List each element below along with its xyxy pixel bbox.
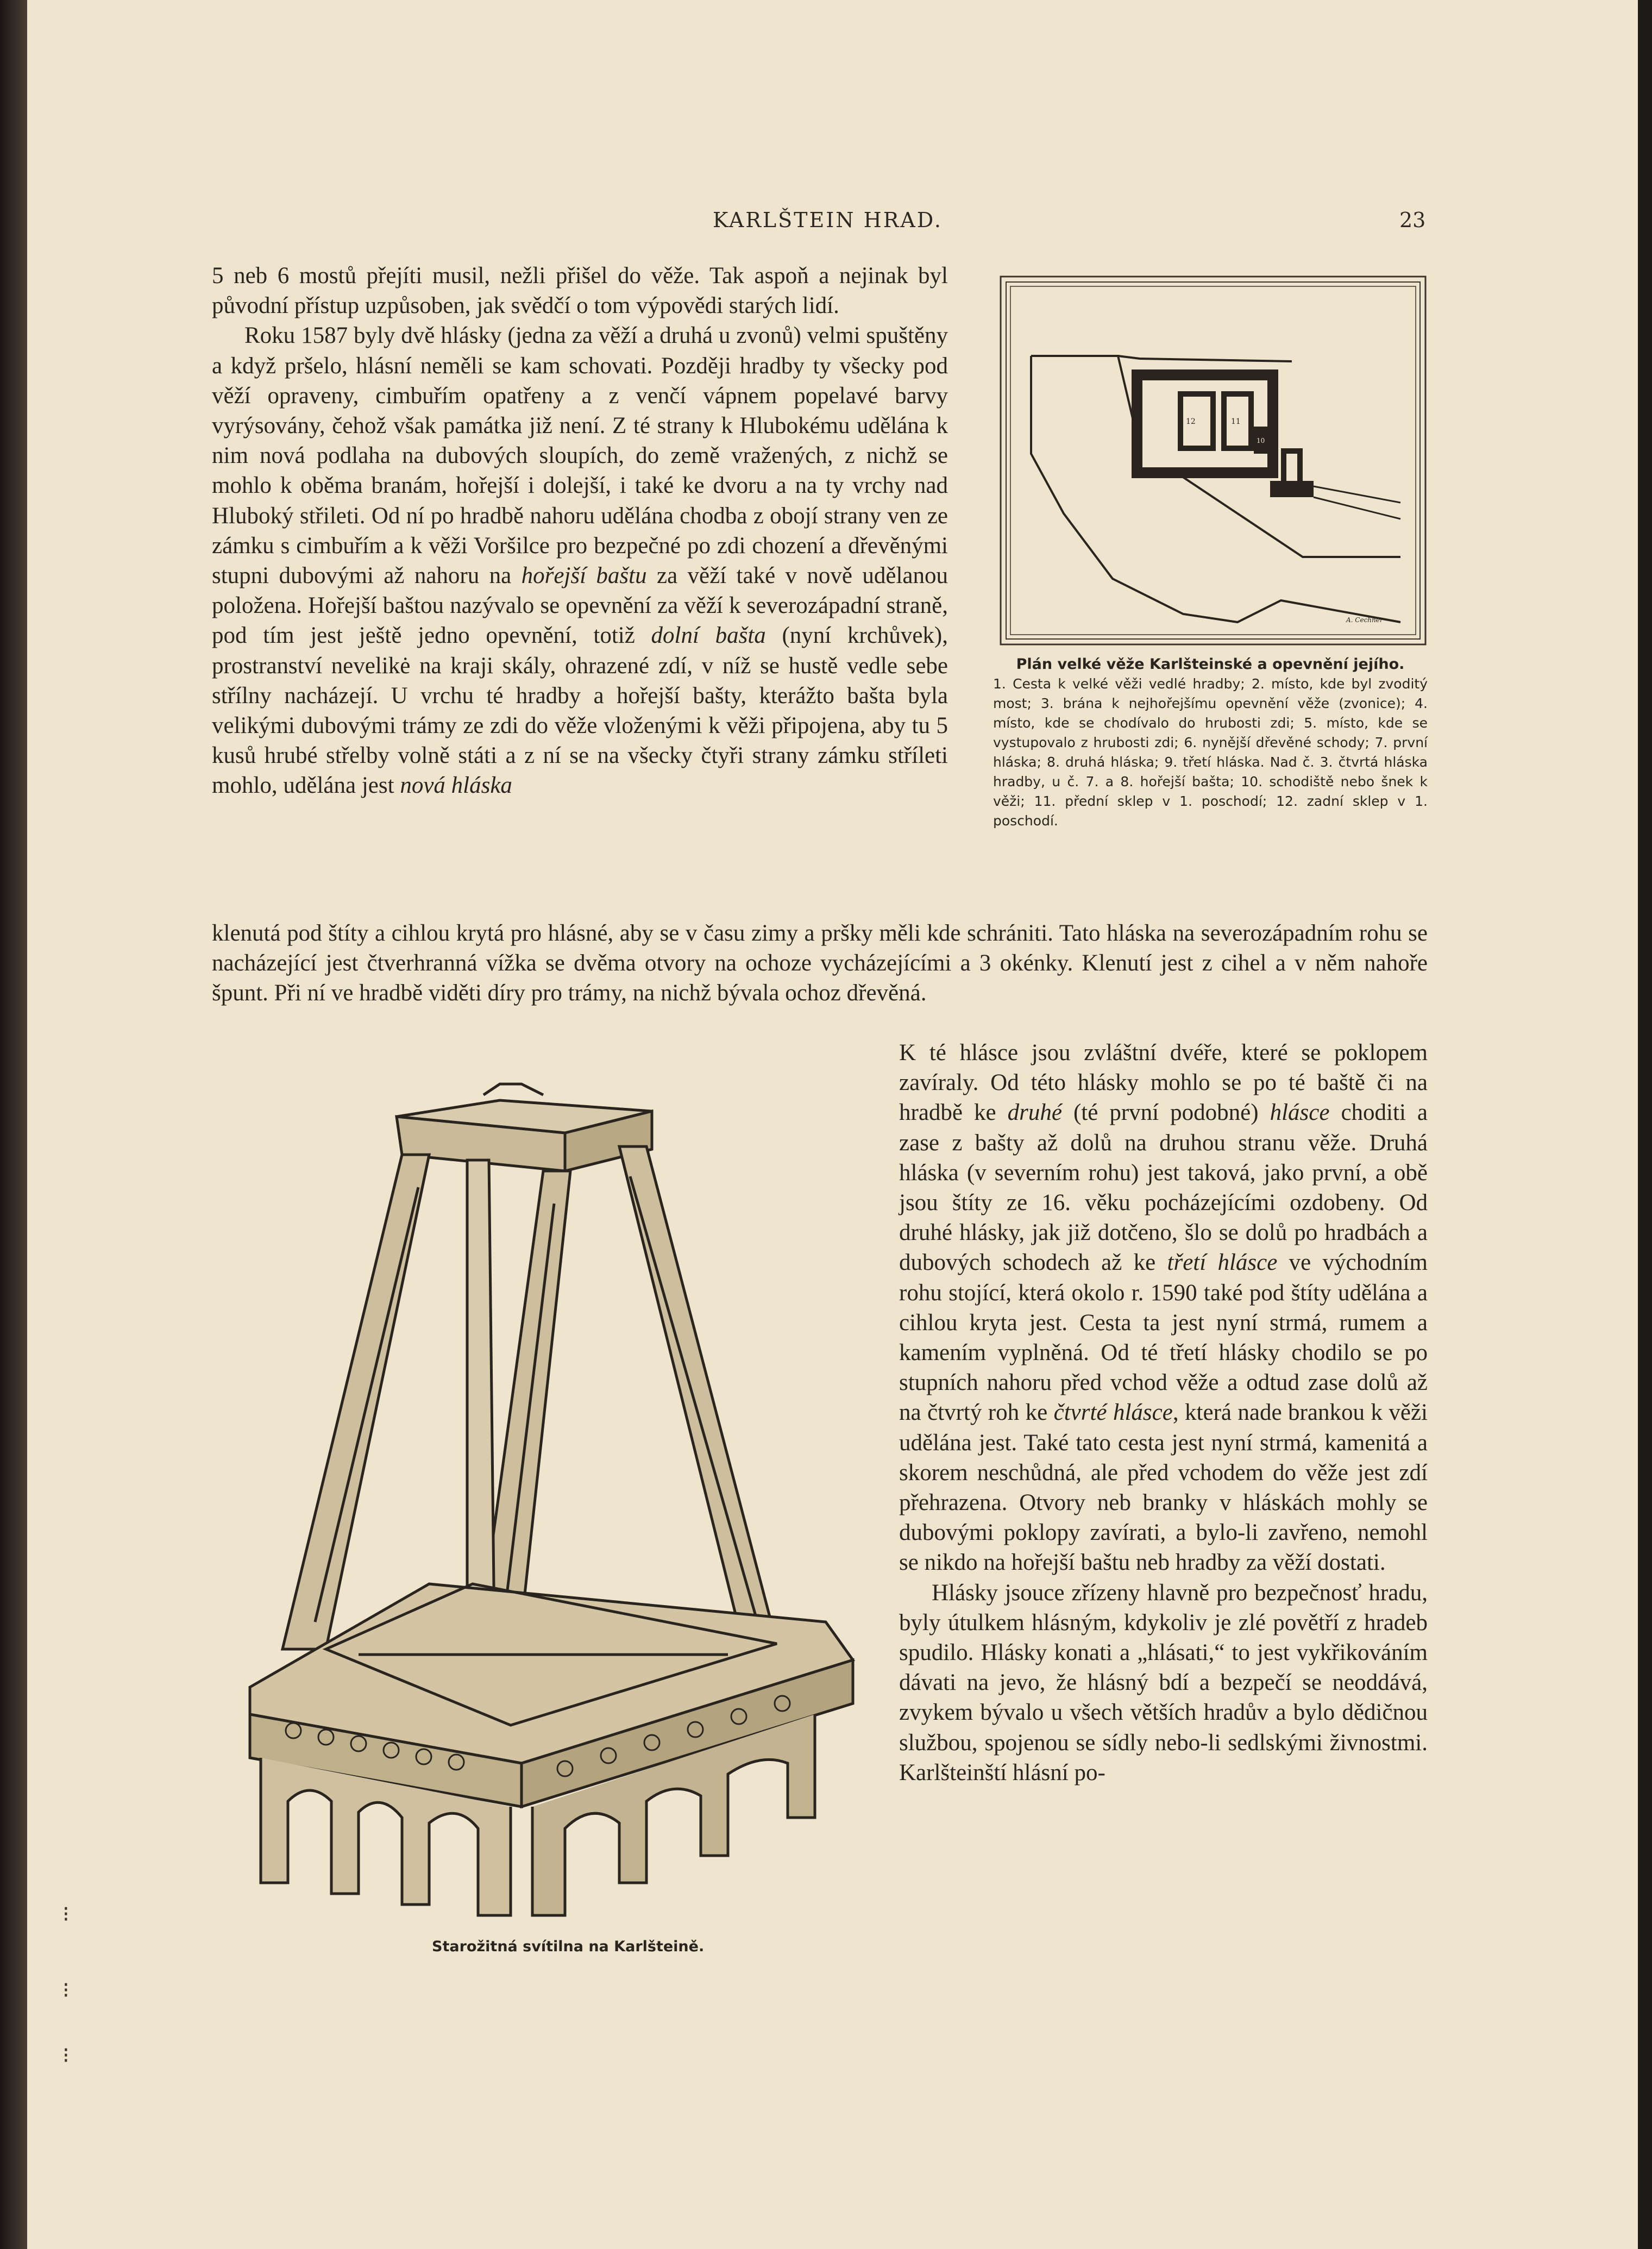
room-label-12: 12 [1186, 417, 1196, 426]
term-horejsi-bastu: hořejší baštu [521, 563, 647, 589]
paragraph-2-cont: za věží také v nově udělanou položena. Hořejší baštou nazývalo se opevnění za věží k severozápadní straně, pod tím jest ještě jedno opevnění, totiž [212, 563, 948, 649]
term-ctvrte-hlasce: čtvrté hlásce [1053, 1400, 1173, 1426]
full-width-text [212, 918, 1428, 1008]
diagram-caption [993, 655, 1428, 831]
diagram-caption-title: Plán velké věže Karlšteinské a opevnění jejího. [1016, 656, 1405, 673]
margin-mark: ⁝ [62, 2043, 70, 2068]
term-treti-hlasce: třetí hlásce [1167, 1250, 1278, 1276]
running-title: KARLŠTEIN HRAD. [713, 208, 943, 232]
book-gutter [0, 0, 27, 2249]
paragraph-2 [212, 321, 948, 800]
p3-b: (té první podobné) [1061, 1100, 1270, 1126]
left-column-text [212, 261, 948, 801]
castle-plan-diagram [998, 274, 1428, 647]
diagram-caption-text: 1. Cesta k velké věži vedlé hradby; 2. místo, kde byl zvoditý most; 3. brána k nejhořejšímu opevnění věže (zvonice); 4. místo, kde se chodívalo do hrubosti zdi; 5. místo, kde se vystupovalo z hrubosti zdi; 6. nynější dřevěné schody; 7. první hláska; 8. druhá hláska; 9. třetí hláska. Nad č. 3. čtvrtá hláska hradby, u č. 7. a 8. hořejší bašta; 10. schodiště nebo šnek k věži; 11. přední sklep v 1. poschodí; 12. zadní sklep v 1. poschodí. [993, 676, 1428, 829]
paragraph-2-cont-2: (nyní krchůvek), prostranství nevelikė na kraji skály, ohrazené zdí, v níž se hustě vedle sebe střílny nacházejí. U vrchu té hradby a hořejší bašty, kterážto bašta byla velikými dubovými trámy ze zdi do věže vloženými k věži připojena, aby tu 5 kusů hrubé střelby volně státi a z ní se na všecky čtyři strany zámku stříleti mohlo, udělána jest [212, 623, 948, 799]
lantern-illustration [239, 1079, 864, 1926]
page-number: 23 [1399, 208, 1426, 232]
p3-d: ve východním rohu stojící, která okolo r. 1590 také pod štíty udělána a cihlou kryta jest. Cesta ta jest nyní strmá, rumem a kamením vyplněná. Od té třetí hlásky chodilo se po stupních nahoru před vchod věže a odtud zase dolů až na čtvrtý roh ke [899, 1250, 1428, 1426]
diagram-signature: A. Cechner [1346, 616, 1383, 624]
term-nova-hlaska: nová hláska [400, 773, 512, 799]
book-page [27, 0, 1638, 2249]
paragraph-2-text: Roku 1587 byly dvě hlásky (jedna za věží a druhá u zvonů) velmi spuštěny a když pršelo, hlásní neměli se kam schovati. Později hradby ty všecky pod věží opraveny, cimbuřím opatřeny a z venčí vápnem popelavé barvy vyrýsovány, čehož však památka již není. Z té strany k Hlubokému udělána k nim nová podlaha na dubových sloupích, do země vražených, z nichž se mohlo k oběma branám, hořejší i dolejší, i také ke dvoru a na ty vrchy nad Hluboký střileti. Od ní po hradbě nahoru udělána chodba z obojí strany ven ze zámku s cimbuřím a k věži Voršilce pro bezpečné po zdi chození a dřevěnými stupni dubovými až nahoru na [212, 323, 948, 589]
p3-e: , která nade brankou k věži udělána jest. Také tato cesta jest nyní strmá, kamenitá a skorem neschůdná, ale před vchodem do věže jest zdí přehrazena. Otvory neb branky v hláskách mohly se dubovými poklopy zavírati, a bylo-li zavřeno, nemohl se nikdo na hořejší baštu neb hradby za věží dostati. [899, 1400, 1428, 1576]
paragraph-2-end: klenutá pod štíty a cihlou krytá pro hlásné, aby se v času zimy a pršky měli kde schrániti. Tato hláska na severozápadním rohu se nacházející jest čtverhranná vížka se dvěma otvory na ochoze vycházejícími a 3 okénky. Klenutí jest z cihel a v něm nahoře špunt. Při ní ve hradbě viděti díry pro trámy, na nichž bývala ochoz dřevěná. [212, 920, 1428, 1006]
room-label-10: 10 [1257, 437, 1265, 444]
margin-mark: ⁝ [62, 1978, 70, 2003]
term-hlasce: hlásce [1270, 1100, 1330, 1126]
term-dolni-basta: dolní bašta [651, 623, 766, 649]
lantern-caption: Starožitná svítilna na Karlšteině. [432, 1938, 705, 1955]
p3-a: K té hlásce jsou zvláštní dvéře, které se poklopem zavíraly. Od této hlásky mohlo se po té baště či na hradbě ke [899, 1040, 1428, 1126]
term-druhe: druhé [1007, 1100, 1062, 1126]
margin-mark: ⁝ [62, 1902, 70, 1927]
paragraph-3 [899, 1038, 1428, 1578]
p3-c: choditi a zase z bašty až dolů na druhou stranu věže. Druhá hláska (v severním rohu) jest taková, jako první, a obě jsou štíty ze 16. věku pocházejícími ozdobeny. Od druhé hlásky, jak již dotčeno, šlo se dolů po hradbách a dubových schodech až ke [899, 1100, 1428, 1276]
right-column-text [899, 1038, 1428, 1788]
paragraph-4: Hlásky jsouce zřízeny hlavně pro bezpečnosť hradu, byly útulkem hlásným, kdykoliv je zlé povětří z hradeb spudilo. Hlásky konati a „hlásati,“ to jest vykřikováním dávati na jevo, že hlásný bdí a bezpečí se neoddává, zvykem bývalo u všech větších hradův a bylo dědičnou službou, spojenou se sídly nebo-li sedlskými živnostmi. Karlšteinští hlásní po- [899, 1580, 1428, 1786]
paragraph-1: 5 neb 6 mostů přejíti musil, nežli přišel do věže. Tak aspoň a nejinak byl původní přístup uzpůsoben, jak svědčí o tom výpovědi starých lidí. [212, 263, 948, 319]
room-label-11: 11 [1231, 417, 1241, 426]
